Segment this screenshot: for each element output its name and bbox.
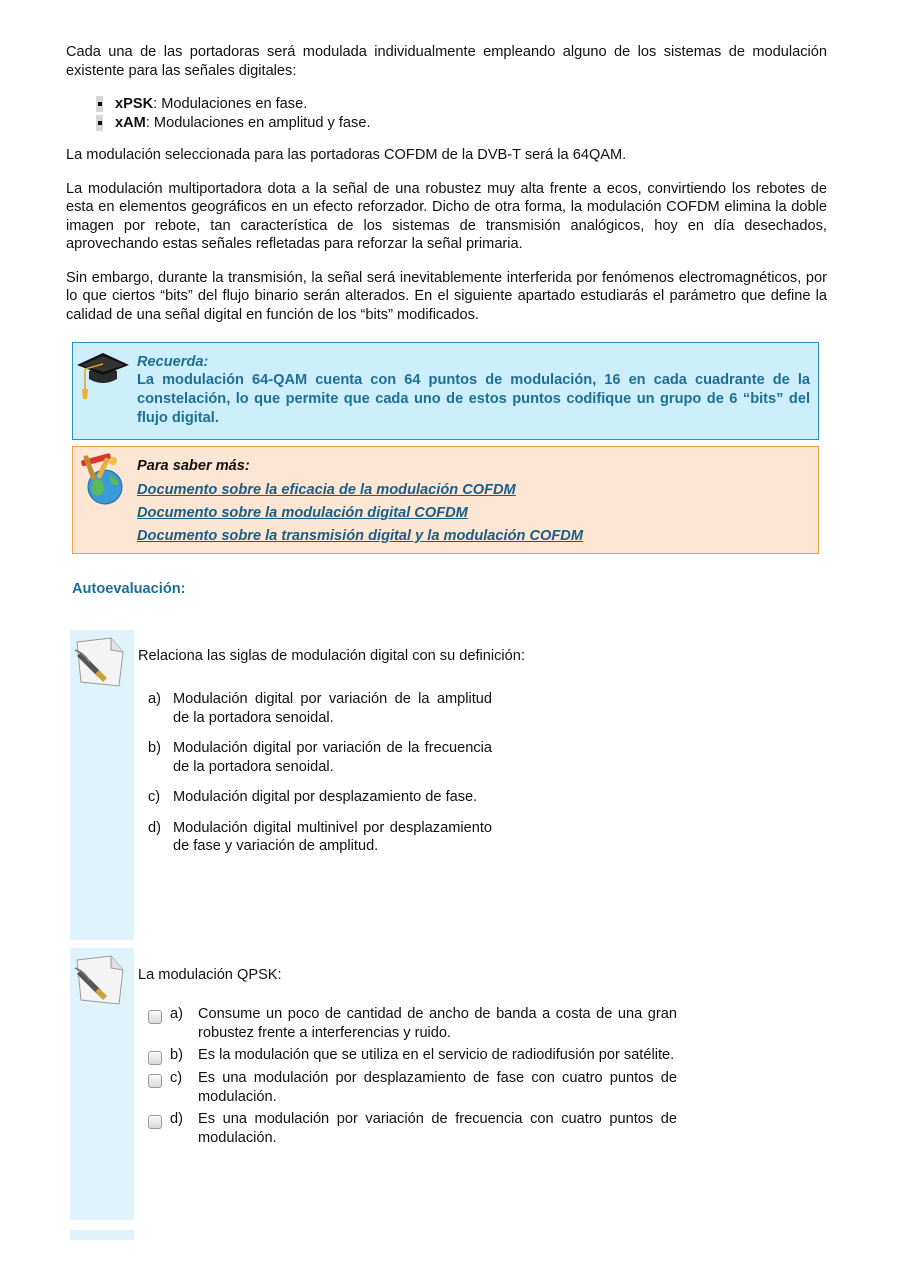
intro-paragraph-1: Cada una de las portadoras será modulada individualmente empleando alguno de los sistemas de modulación existente para las señales digitales:: [66, 44, 827, 79]
list-item: [148, 1069, 677, 1106]
autoevaluacion-heading: Autoevaluación:: [72, 581, 186, 597]
option-text: Modulación digital multinivel por desplazamiento de fase y variación de amplitud.: [173, 819, 492, 854]
recuerda-box: [72, 342, 819, 440]
intro-paragraph-4: Sin embargo, durante la transmisión, la señal será inevitablemente interferida por fenómenos electromagnéticos, por lo que ciertos “bits” del flujo binario serán alterados. En el siguiente apartado estudiarás el parámetro que define la calidad de una señal digital en función de los “bits” modificados.: [66, 269, 827, 323]
link-transmision-digital-cofdm[interactable]: Documento sobre la transmisión digital y la modulación COFDM: [137, 528, 583, 544]
globe-tools-icon: [75, 451, 131, 513]
list-item-text: : Modulaciones en fase.: [153, 96, 308, 112]
list-item: [148, 1005, 677, 1042]
option-d-checkbox[interactable]: [148, 1115, 162, 1129]
intro-paragraph-3: La modulación multiportadora dota a la señal de una robustez muy alta frente a ecos, convirtiendo los rebotes de esta en elementos geográficos en un efecto reforzador. Dicho de otra forma, la modulación COFDM elimina la doble imagen por rebote, tan característica de los sistemas de transmisión analógicos, hoy en día desechados, aprovechando estas señales refletadas para reforzar la señal primaria.: [66, 180, 827, 252]
option-text: Consume un poco de cantidad de ancho de banda a costa de una gran robustez frente a interferencias y ruido.: [198, 1006, 677, 1041]
option-text: Es una modulación por desplazamiento de fase con cuatro puntos de modulación.: [198, 1070, 677, 1105]
link-eficacia-cofdm[interactable]: Documento sobre la eficacia de la modulación COFDM: [137, 482, 516, 498]
option-label: a): [148, 691, 161, 707]
list-item: [148, 690, 492, 727]
list-item: [148, 1046, 677, 1065]
saber-mas-title: Para saber más:: [137, 458, 250, 474]
quill-pen-icon: [71, 950, 129, 1012]
intro-paragraph-2: La modulación seleccionada para las portadoras COFDM de la DVB-T será la 64QAM.: [66, 147, 627, 163]
option-label: b): [148, 740, 161, 756]
option-text: Modulación digital por desplazamiento de fase.: [173, 789, 478, 805]
graduation-cap-icon: [75, 347, 131, 407]
option-text: Es una modulación por variación de frecuencia con cuatro puntos de modulación.: [198, 1111, 677, 1146]
question-1-options: [148, 690, 492, 868]
option-label: b): [170, 1047, 183, 1063]
option-text: Modulación digital por variación de la frecuencia de la portadora senoidal.: [173, 740, 492, 775]
recuerda-title: Recuerda:: [137, 354, 209, 370]
option-label: c): [148, 789, 161, 805]
option-label: c): [170, 1070, 183, 1086]
list-item: [148, 1110, 677, 1147]
option-a-checkbox[interactable]: [148, 1010, 162, 1024]
option-c-checkbox[interactable]: [148, 1074, 162, 1088]
list-item-term: xPSK: [115, 96, 154, 112]
option-text: Es la modulación que se utiliza en el servicio de radiodifusión por satélite.: [198, 1047, 675, 1063]
list-item-term: xAM: [115, 114, 146, 131]
main-content: [66, 43, 827, 339]
question-2-prompt: La modulación QPSK:: [138, 967, 282, 983]
list-item: [96, 95, 827, 114]
saber-mas-box: [72, 446, 819, 554]
list-item: [148, 819, 492, 856]
modulation-list: [66, 95, 827, 132]
list-item: [96, 114, 827, 133]
option-label: d): [170, 1111, 183, 1127]
question-3-strip: [70, 1230, 134, 1240]
list-item: [148, 788, 492, 807]
list-item-text: : Modulaciones en amplitud y fase.: [145, 114, 371, 131]
recuerda-body: La modulación 64-QAM cuenta con 64 puntos de modulación, 16 en cada cuadrante de la constelación, lo que permite que cada uno de estos puntos codifique un grupo de 6 “bits” del flujo digital.: [137, 372, 810, 426]
option-b-checkbox[interactable]: [148, 1051, 162, 1065]
question-2-options: [148, 1005, 677, 1151]
link-modulacion-digital-cofdm[interactable]: Documento sobre la modulación digital COFDM: [137, 505, 468, 521]
bullet-icon: [96, 115, 103, 131]
quill-pen-icon: [71, 632, 129, 694]
list-item: [148, 739, 492, 776]
question-1-prompt: Relaciona las siglas de modulación digital con su definición:: [138, 648, 525, 664]
option-text: Modulación digital por variación de la amplitud de la portadora senoidal.: [173, 691, 492, 726]
option-label: d): [148, 819, 161, 836]
option-label: a): [170, 1006, 183, 1022]
bullet-icon: [96, 96, 103, 112]
